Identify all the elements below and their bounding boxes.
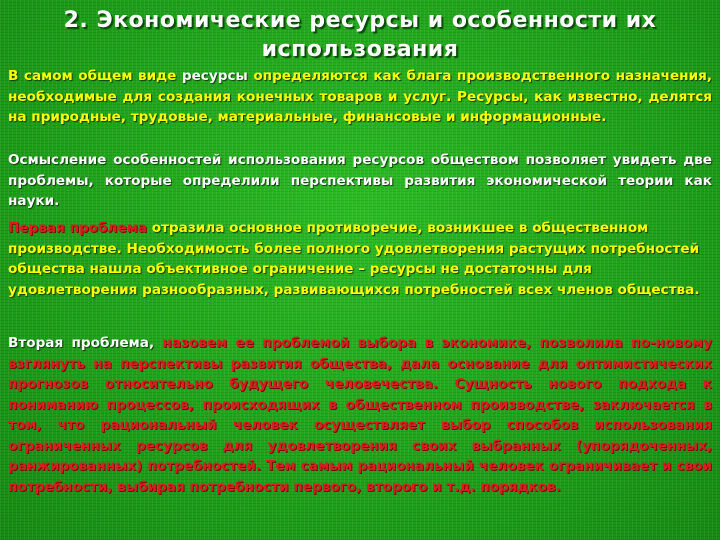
p3-rest: отразила основное противоречие, возникшее в общественном производстве. Необходимость более полного удовлетворения растущих потребностей общества нашла объективное ограничение – ресурсы не достаточны для удовлетворения разнообразных, развивающихся потребностей всех членов общества.	[8, 220, 700, 298]
paragraph-resources-definition	[8, 66, 712, 128]
p1-term: ресурсы	[181, 68, 248, 84]
p1-lead: В самом общем виде	[8, 68, 182, 84]
paragraph-two-problems: Осмысление особенностей использования ресурсов обществом позволяет увидеть две проблемы, которые определили перспективы развития экономической теории как науки.	[8, 152, 712, 209]
slide-title: 2. Экономические ресурсы и особенности их использования	[63, 8, 657, 62]
paragraph-second-problem	[8, 333, 712, 497]
p4-rest: назовем ее проблемой выбора в экономике, позволила по-новому взглянуть на перспективы развития общества, дала основание для оптимистических прогнозов относительно будущего человечества. Сущность нового подхода к пониманию процессов, происходящих в общественном производстве, заключается в том, что рациональный человек осуществляет выбор способов использования ограниченных ресурсов для удовлетворения своих выбранных (упорядоченных, ранжированных) потребностей. Тем самым рациональный человек ограничивает и свои потребности, выбирая потребности первого, второго и т.д. порядков.	[8, 335, 712, 495]
p3-lead: Первая проблема	[8, 220, 147, 236]
p1-rest: определяются как блага производственного назначения, необходимые для создания конечных товаров и услуг. Ресурсы, как известно, делятся на природные, трудовые, материальные, финансовые и информационные.	[8, 68, 712, 125]
p4-lead: Вторая проблема,	[8, 335, 155, 351]
paragraph-first-problem	[8, 218, 712, 300]
